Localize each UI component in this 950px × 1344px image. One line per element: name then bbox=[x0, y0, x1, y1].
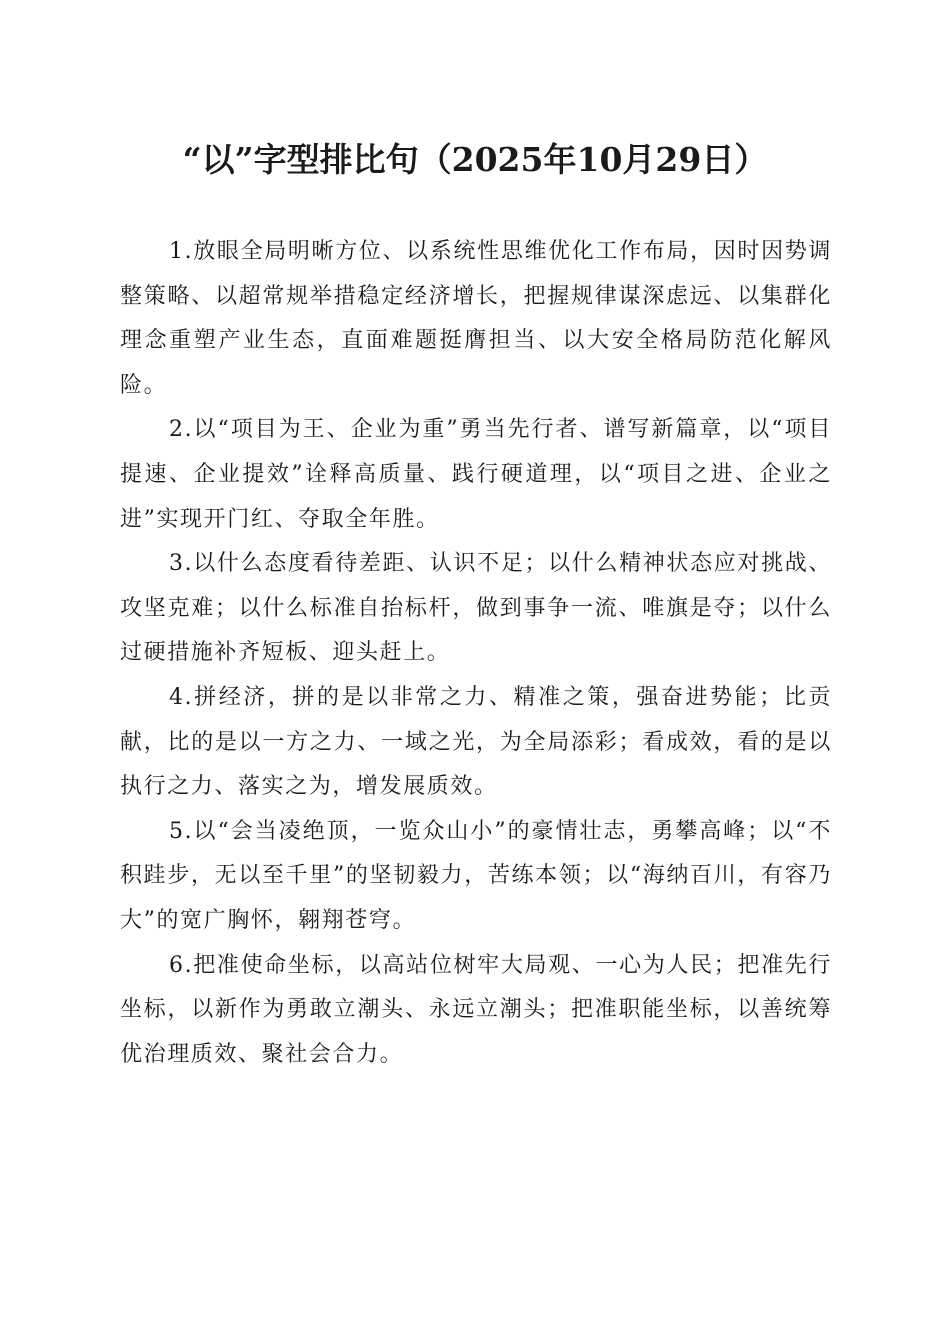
paragraph-4: 4.拼经济，拼的是以非常之力、精准之策，强奋进势能；比贡献，比的是以一方之力、一域之光，为全局添彩；看成效，看的是以执行之力、落实之为，增发展质效。 bbox=[120, 684, 832, 800]
paragraph-5: 5.以“会当凌绝顶，一览众山小”的豪情壮志，勇攀高峰；以“不积跬步，无以至千里”的坚韧毅力，苦练本领；以“海纳百川，有容乃大”的宽广胸怀，翱翔苍穹。 bbox=[120, 818, 832, 933]
paragraph-1: 1.放眼全局明晰方位、以系统性思维优化工作布局，因时因势调整策略、以超常规举措稳定经济增长，把握规律谋深虑远、以集群化理念重塑产业生态，直面难题挺膺担当、以大安全格局防范化解风险。 bbox=[120, 239, 832, 398]
paragraph-6: 6.把准使命坐标，以高站位树牢大局观、一心为人民；把准先行坐标，以新作为勇敢立潮头、永远立潮头；把准职能坐标，以善统筹优治理质效、聚社会合力。 bbox=[120, 952, 832, 1067]
paragraph-3: 3.以什么态度看待差距、认识不足；以什么精神状态应对挑战、攻坚克难；以什么标准自抬标杆，做到事争一流、唯旗是夺；以什么过硬措施补齐短板、迎头赶上。 bbox=[120, 551, 832, 666]
document-title: “以”字型排比句（2025年10月29日） bbox=[182, 140, 768, 179]
document-body bbox=[120, 230, 832, 1077]
paragraph-2: 2.以“项目为王、企业为重”勇当先行者、谱写新篇章，以“项目提速、企业提效”诠释高质量、践行硬道理，以“项目之进、企业之进”实现开门红、夺取全年胜。 bbox=[120, 417, 832, 532]
